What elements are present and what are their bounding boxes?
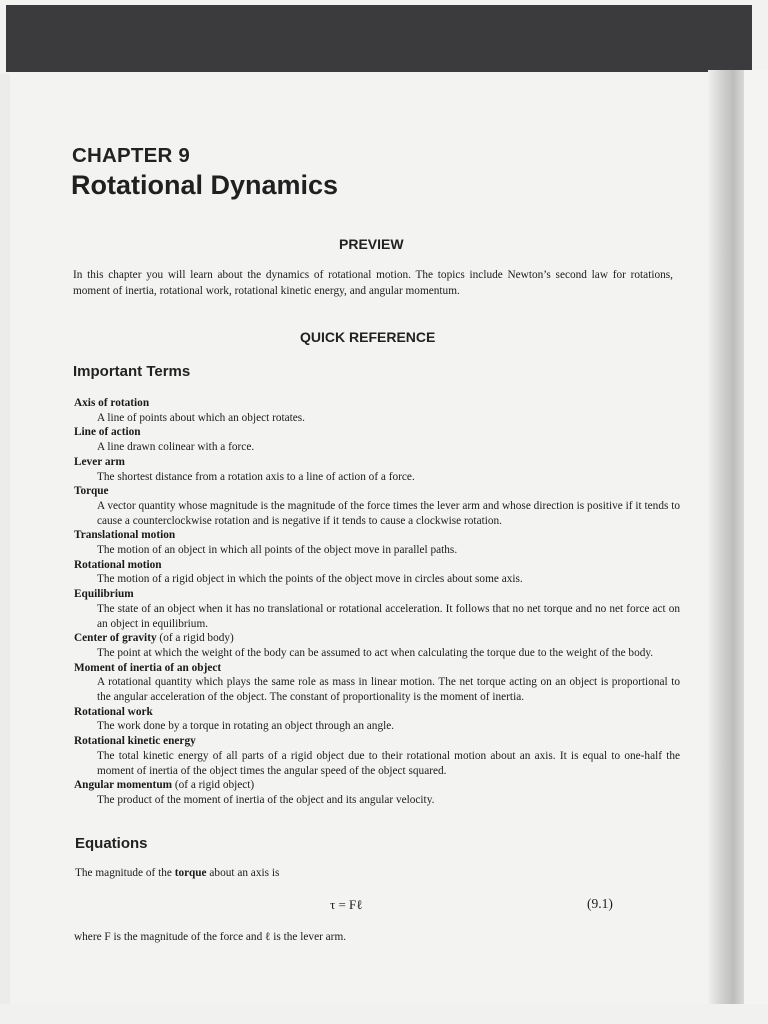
preview-heading: PREVIEW — [339, 236, 404, 252]
term-item — [74, 484, 680, 528]
term-definition: The work done by a torque in rotating an object through an angle. — [97, 720, 395, 733]
term-definition: The motion of an object in which all points of the object move in parallel paths. — [97, 544, 458, 557]
term-definition: A vector quantity whose magnitude is the magnitude of the force times the lever arm and whose direction is positive if it tends to cause a counterclockwise rotation and is negative if it tends to cause a clockwise rotation. — [97, 499, 680, 527]
term-definition: The state of an object when it has no translational or rotational acceleration. It follows that no net torque and no net force act on an object in equilibrium. — [97, 602, 680, 630]
term-name: Rotational work — [74, 705, 153, 718]
torque-equation: τ = Fℓ — [330, 897, 363, 912]
term-name: Line of action — [74, 426, 141, 439]
term-name: Equilibrium — [74, 588, 134, 601]
term-item — [74, 587, 680, 631]
equation-intro — [75, 867, 279, 879]
term-definition: A rotational quantity which plays the same role as mass in linear motion. The net torque acting on an object is proportional to the angular acceleration of the object. The constant of proportionality is the moment of inertia. — [97, 676, 680, 704]
term-item — [74, 778, 680, 807]
term-name: Center of gravity — [74, 632, 157, 645]
term-name: Rotational motion — [74, 558, 162, 571]
term-item — [74, 425, 680, 454]
term-definition: The point at which the weight of the body can be assumed to act when calculating the torque due to the weight of the body. — [97, 646, 654, 659]
page-bottom-margin — [0, 1004, 768, 1024]
equation-number: (9.1) — [587, 896, 613, 911]
equation-intro-text: The magnitude of the — [75, 867, 175, 879]
term-item — [74, 396, 680, 425]
scanner-lid-shadow — [6, 5, 752, 72]
chapter-title: Rotational Dynamics — [71, 170, 339, 200]
term-definition: A line drawn colinear with a force. — [97, 441, 255, 454]
term-name: Axis of rotation — [74, 397, 150, 409]
term-item — [74, 661, 680, 705]
term-name: Translational motion — [74, 529, 176, 542]
important-terms-heading: Important Terms — [73, 363, 191, 380]
preview-paragraph: In this chapter you will learn about the dynamics of rotational motion. The topics include Newton’s second law for rotations, moment of inertia, rotational work, rotational kinetic energy, and angular momentum. — [73, 269, 673, 297]
term-item — [74, 528, 680, 557]
term-definition: The motion of a rigid object in which the points of the object move in circles about some axis. — [97, 573, 523, 586]
term-name: Lever arm — [74, 455, 125, 468]
equation-intro-keyword: torque — [174, 867, 207, 879]
term-item — [74, 455, 680, 484]
term-qualifier: (of a rigid body) — [156, 632, 234, 645]
term-definition: The total kinetic energy of all parts of a rigid object due to their rotational motion about an axis. It is equal to one-half the moment of inertia of the object times the angular speed of the object squared. — [97, 749, 680, 777]
term-name: Rotational kinetic energy — [74, 735, 196, 748]
term-item — [74, 631, 680, 660]
page-spine-shadow — [708, 70, 744, 1005]
term-name: Moment of inertia of an object — [74, 661, 222, 674]
equations-heading: Equations — [75, 835, 148, 852]
equation-explanation: where F is the magnitude of the force and ℓ is the lever arm. — [74, 931, 347, 943]
term-item — [74, 734, 680, 778]
page-edge — [744, 70, 768, 1024]
term-name: Torque — [74, 485, 109, 498]
term-name: Angular momentum — [74, 779, 173, 792]
term-item — [74, 558, 680, 587]
terms-list — [74, 396, 680, 808]
term-definition: The product of the moment of inertia of the object and its angular velocity. — [97, 793, 435, 806]
term-definition: A line of points about which an object rotates. — [97, 411, 306, 424]
equation-intro-text-end: about an axis is — [206, 867, 280, 879]
term-item — [74, 705, 680, 734]
term-definition: The shortest distance from a rotation axis to a line of action of a force. — [97, 470, 415, 483]
term-qualifier: (of a rigid object) — [172, 779, 255, 792]
quick-reference-heading: QUICK REFERENCE — [300, 329, 436, 345]
chapter-number: CHAPTER 9 — [72, 144, 190, 167]
